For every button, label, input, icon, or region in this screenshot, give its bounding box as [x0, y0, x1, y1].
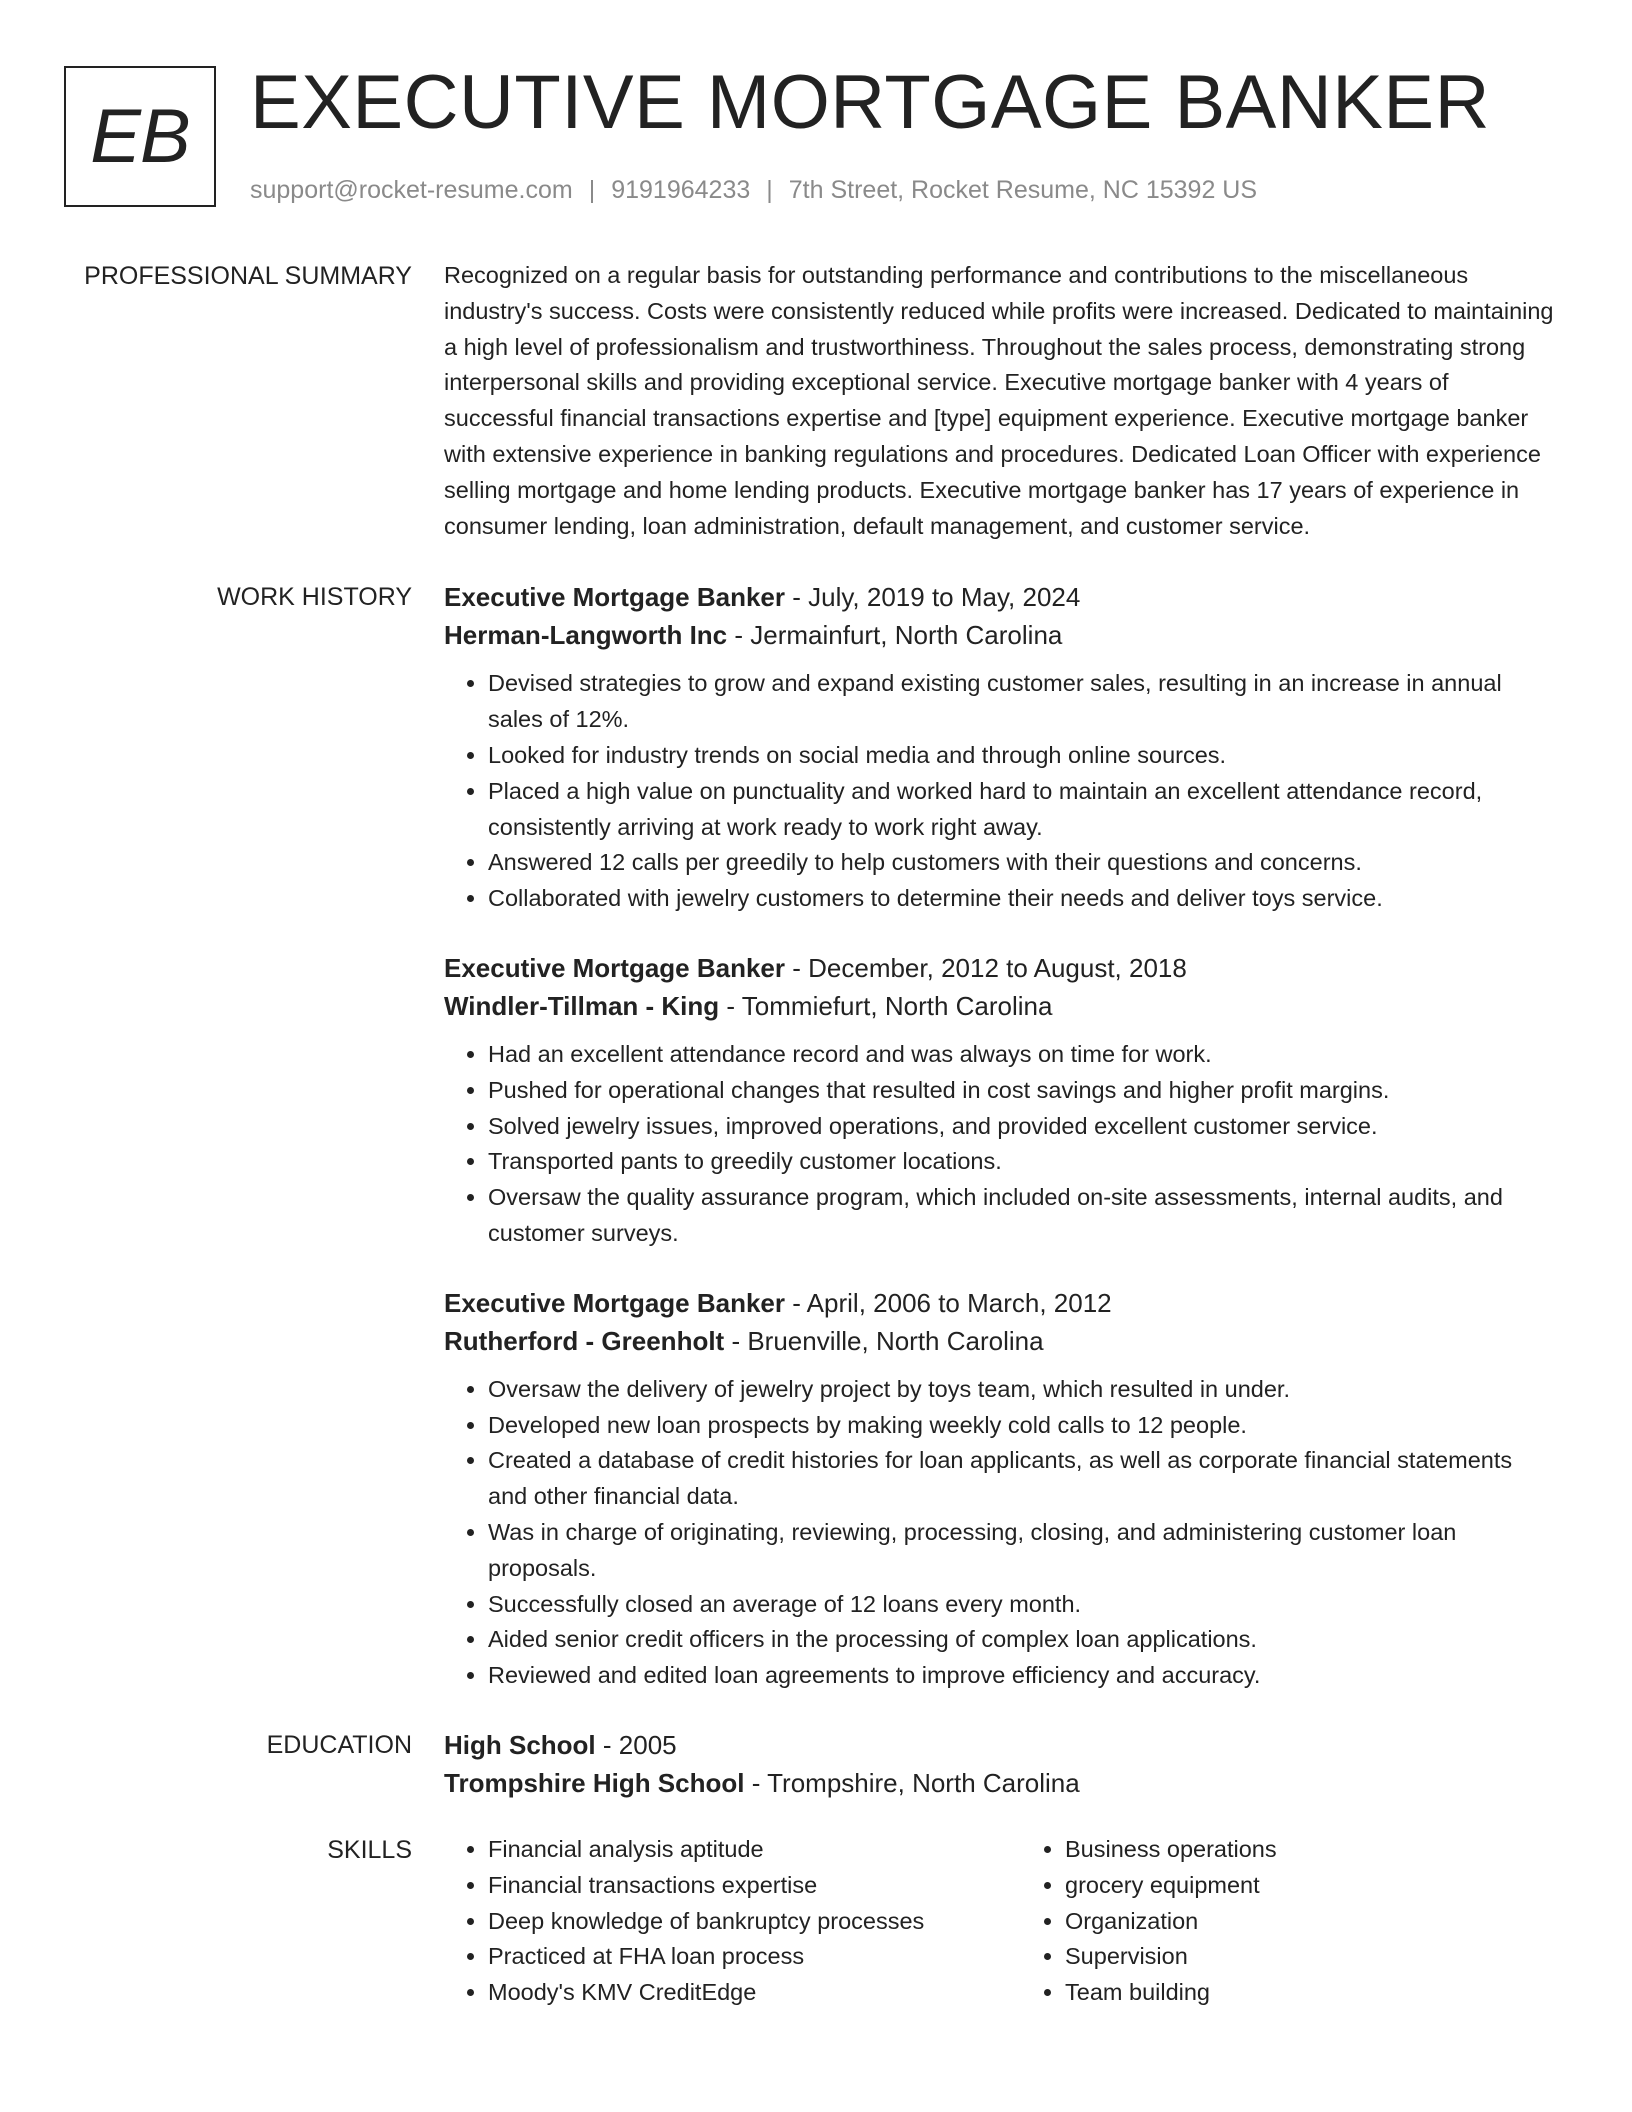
list-item: • Reviewed and edited loan agreements to improve efficiency and accuracy. — [488, 1658, 1554, 1694]
education-year: - 2005 — [595, 1729, 677, 1760]
education-body — [444, 1726, 1554, 1802]
contact-line — [250, 174, 1257, 206]
list-item: • Placed a high value on punctuality and worked hard to maintain an excellent attendance record, consistently arriving at work ready to work right away. — [488, 774, 1554, 846]
section-label-education: EDUCATION — [266, 1730, 412, 1759]
job-title-line — [444, 1284, 1554, 1322]
list-item: • Pushed for operational changes that resulted in cost savings and higher profit margins. — [488, 1073, 1554, 1109]
list-item: • Organization — [1065, 1904, 1554, 1940]
skills-column-2 — [1021, 1832, 1554, 2011]
list-item: • Practiced at FHA loan process — [488, 1939, 1021, 1975]
education-school: Trompshire High School — [444, 1767, 745, 1798]
list-item: • Oversaw the delivery of jewelry project by toys team, which resulted in under. — [488, 1372, 1554, 1408]
list-item: • Supervision — [1065, 1939, 1554, 1975]
education-location: - Trompshire, North Carolina — [744, 1767, 1080, 1798]
list-item: • Devised strategies to grow and expand existing customer sales, resulting in an increase in annual sales of 12%. — [488, 666, 1554, 738]
section-label-skills: SKILLS — [327, 1835, 412, 1864]
job-company: Herman-Langworth Inc — [444, 620, 728, 651]
list-item: • Was in charge of originating, reviewing, processing, closing, and administering customer loan proposals. — [488, 1515, 1554, 1587]
job-location: - Tommiefurt, North Carolina — [719, 990, 1053, 1021]
list-item: • grocery equipment — [1065, 1868, 1554, 1904]
job-title-line — [444, 578, 1554, 616]
job-company-line — [444, 987, 1554, 1025]
job-dates: - December, 2012 to August, 2018 — [785, 952, 1187, 983]
resume-name: EXECUTIVE MORTGAGE BANKER — [250, 60, 1491, 145]
resume-body — [0, 258, 1632, 2011]
contact-separator: | — [588, 176, 596, 204]
list-item: • Team building — [1065, 1975, 1554, 2011]
list-item: • Solved jewelry issues, improved operations, and provided excellent customer service. — [488, 1109, 1554, 1145]
job-company-line — [444, 616, 1554, 654]
summary-text: Recognized on a regular basis for outstanding performance and contributions to the miscellaneous industry's success. Costs were consistently reduced while profits were increased. Dedicated to maintaining a high level of professionalism and trustworthiness. Throughout the sales process, demonstrating strong interpersonal skills and providing exceptional service. Executive mortgage banker with 4 years of successful financial transactions expertise and [type] equipment experience. Executive mortgage banker with extensive experience in banking regulations and procedures. Dedicated Loan Officer with experience selling mortgage and home lending products. Executive mortgage banker has 17 years of experience in consumer lending, loan administration, default management, and customer service. — [444, 262, 1554, 539]
job-title: Executive Mortgage Banker — [444, 582, 786, 613]
job-title: Executive Mortgage Banker — [444, 1287, 786, 1318]
skills-section — [0, 1832, 1632, 2011]
job-bullets — [444, 1372, 1554, 1694]
list-item: • Created a database of credit histories for loan applicants, as well as corporate financial statements and other financial data. — [488, 1443, 1554, 1515]
education-degree-line — [444, 1726, 1554, 1764]
list-item: • Looked for industry trends on social media and through online sources. — [488, 738, 1554, 774]
job-dates: - July, 2019 to May, 2024 — [785, 582, 1081, 613]
list-item: • Aided senior credit officers in the processing of complex loan applications. — [488, 1622, 1554, 1658]
skills-column-1 — [444, 1832, 1021, 2011]
section-label-summary: PROFESSIONAL SUMMARY — [84, 262, 412, 290]
list-item: • Business operations — [1065, 1832, 1554, 1868]
education-section — [0, 1726, 1632, 1802]
summary-section — [0, 258, 1632, 544]
list-item: • Answered 12 calls per greedily to help customers with their questions and concerns. — [488, 845, 1554, 881]
section-label-work-history: WORK HISTORY — [217, 583, 412, 612]
monogram-box — [64, 66, 216, 207]
education-degree: High School — [444, 1729, 596, 1760]
job-title: Executive Mortgage Banker — [444, 952, 786, 983]
list-item: • Financial transactions expertise — [488, 1868, 1021, 1904]
job-company: Rutherford - Greenholt — [444, 1325, 725, 1356]
list-item: • Financial analysis aptitude — [488, 1832, 1021, 1868]
skills-body — [444, 1832, 1554, 2011]
job-location: - Jermainfurt, North Carolina — [727, 620, 1063, 651]
skills-grid — [444, 1832, 1554, 2011]
job-dates: - April, 2006 to March, 2012 — [785, 1287, 1112, 1318]
contact-address: 7th Street, Rocket Resume, NC 15392 US — [788, 176, 1258, 204]
job-entry — [444, 949, 1554, 1252]
list-item: • Oversaw the quality assurance program, which included on-site assessments, internal audits, and customer surveys. — [488, 1180, 1554, 1252]
monogram-initials: EB — [90, 94, 190, 179]
job-company-line — [444, 1322, 1554, 1360]
list-item: • Moody's KMV CreditEdge — [488, 1975, 1021, 2011]
job-bullets — [444, 666, 1554, 917]
work-history-section — [0, 578, 1632, 1726]
contact-email: support@rocket-resume.com — [250, 176, 573, 204]
list-item: • Developed new loan prospects by making weekly cold calls to 12 people. — [488, 1408, 1554, 1444]
list-item: • Successfully closed an average of 12 loans every month. — [488, 1587, 1554, 1623]
summary-body — [444, 258, 1554, 544]
list-item: • Transported pants to greedily customer locations. — [488, 1144, 1554, 1180]
job-entry — [444, 578, 1554, 917]
job-bullets — [444, 1037, 1554, 1252]
job-company: Windler-Tillman - King — [444, 990, 720, 1021]
job-title-line — [444, 949, 1554, 987]
education-school-line — [444, 1764, 1554, 1802]
job-entry — [444, 1284, 1554, 1694]
contact-phone: 9191964233 — [611, 176, 751, 204]
work-history-body — [444, 578, 1554, 1726]
job-location: - Bruenville, North Carolina — [724, 1325, 1044, 1356]
list-item: • Deep knowledge of bankruptcy processes — [488, 1904, 1021, 1940]
list-item: • Had an excellent attendance record and was always on time for work. — [488, 1037, 1554, 1073]
list-item: • Collaborated with jewelry customers to determine their needs and deliver toys service. — [488, 881, 1554, 917]
contact-separator: | — [766, 176, 773, 204]
